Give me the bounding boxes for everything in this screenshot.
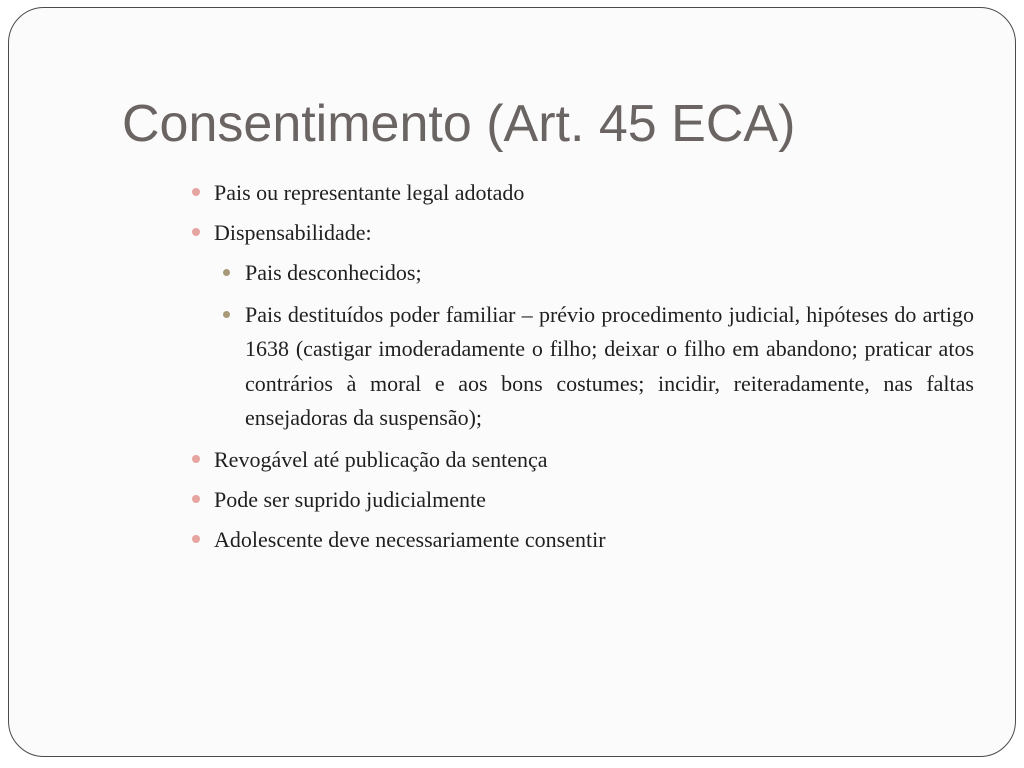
bullet-item [189,443,974,476]
bullet-dot-icon [192,535,200,543]
sub-bullet-dot-icon [223,311,230,318]
bullet-dot-icon [192,228,200,236]
bullet-item [189,483,974,516]
slide-frame [8,7,1016,757]
bullet-dot-icon [192,495,200,503]
slide-title: Consentimento (Art. 45 ECA) [122,95,796,153]
bullet-dot-icon [192,455,200,463]
bullet-item [189,523,974,556]
bullet-item [189,176,974,209]
bullet-list [189,176,974,563]
bullet-dot-icon [192,188,200,196]
sub-bullet-text: Pais desconhecidos; [245,260,422,285]
sub-bullet-dot-icon [223,269,230,276]
sub-bullet-item [189,298,974,436]
sub-bullet-text: Pais destituídos poder familiar – prévio procedimento judicial, hipóteses do artigo 1638 (castigar imoderadamente o filho; deixar o filho em abandono; praticar atos contrários à moral e aos bons costumes; incidir, reiteradamente, nas faltas ensejadoras da suspensão); [245,301,974,430]
bullet-text: Pode ser suprido judicialmente [214,486,486,512]
bullet-text: Adolescente deve necessariamente consentir [214,526,606,552]
bullet-item [189,216,974,249]
bullet-text: Dispensabilidade: [214,220,372,245]
bullet-text: Revogável até publicação da sentença [214,446,548,472]
sub-bullet-item [189,256,974,291]
bullet-text: Pais ou representante legal adotado [214,180,525,205]
